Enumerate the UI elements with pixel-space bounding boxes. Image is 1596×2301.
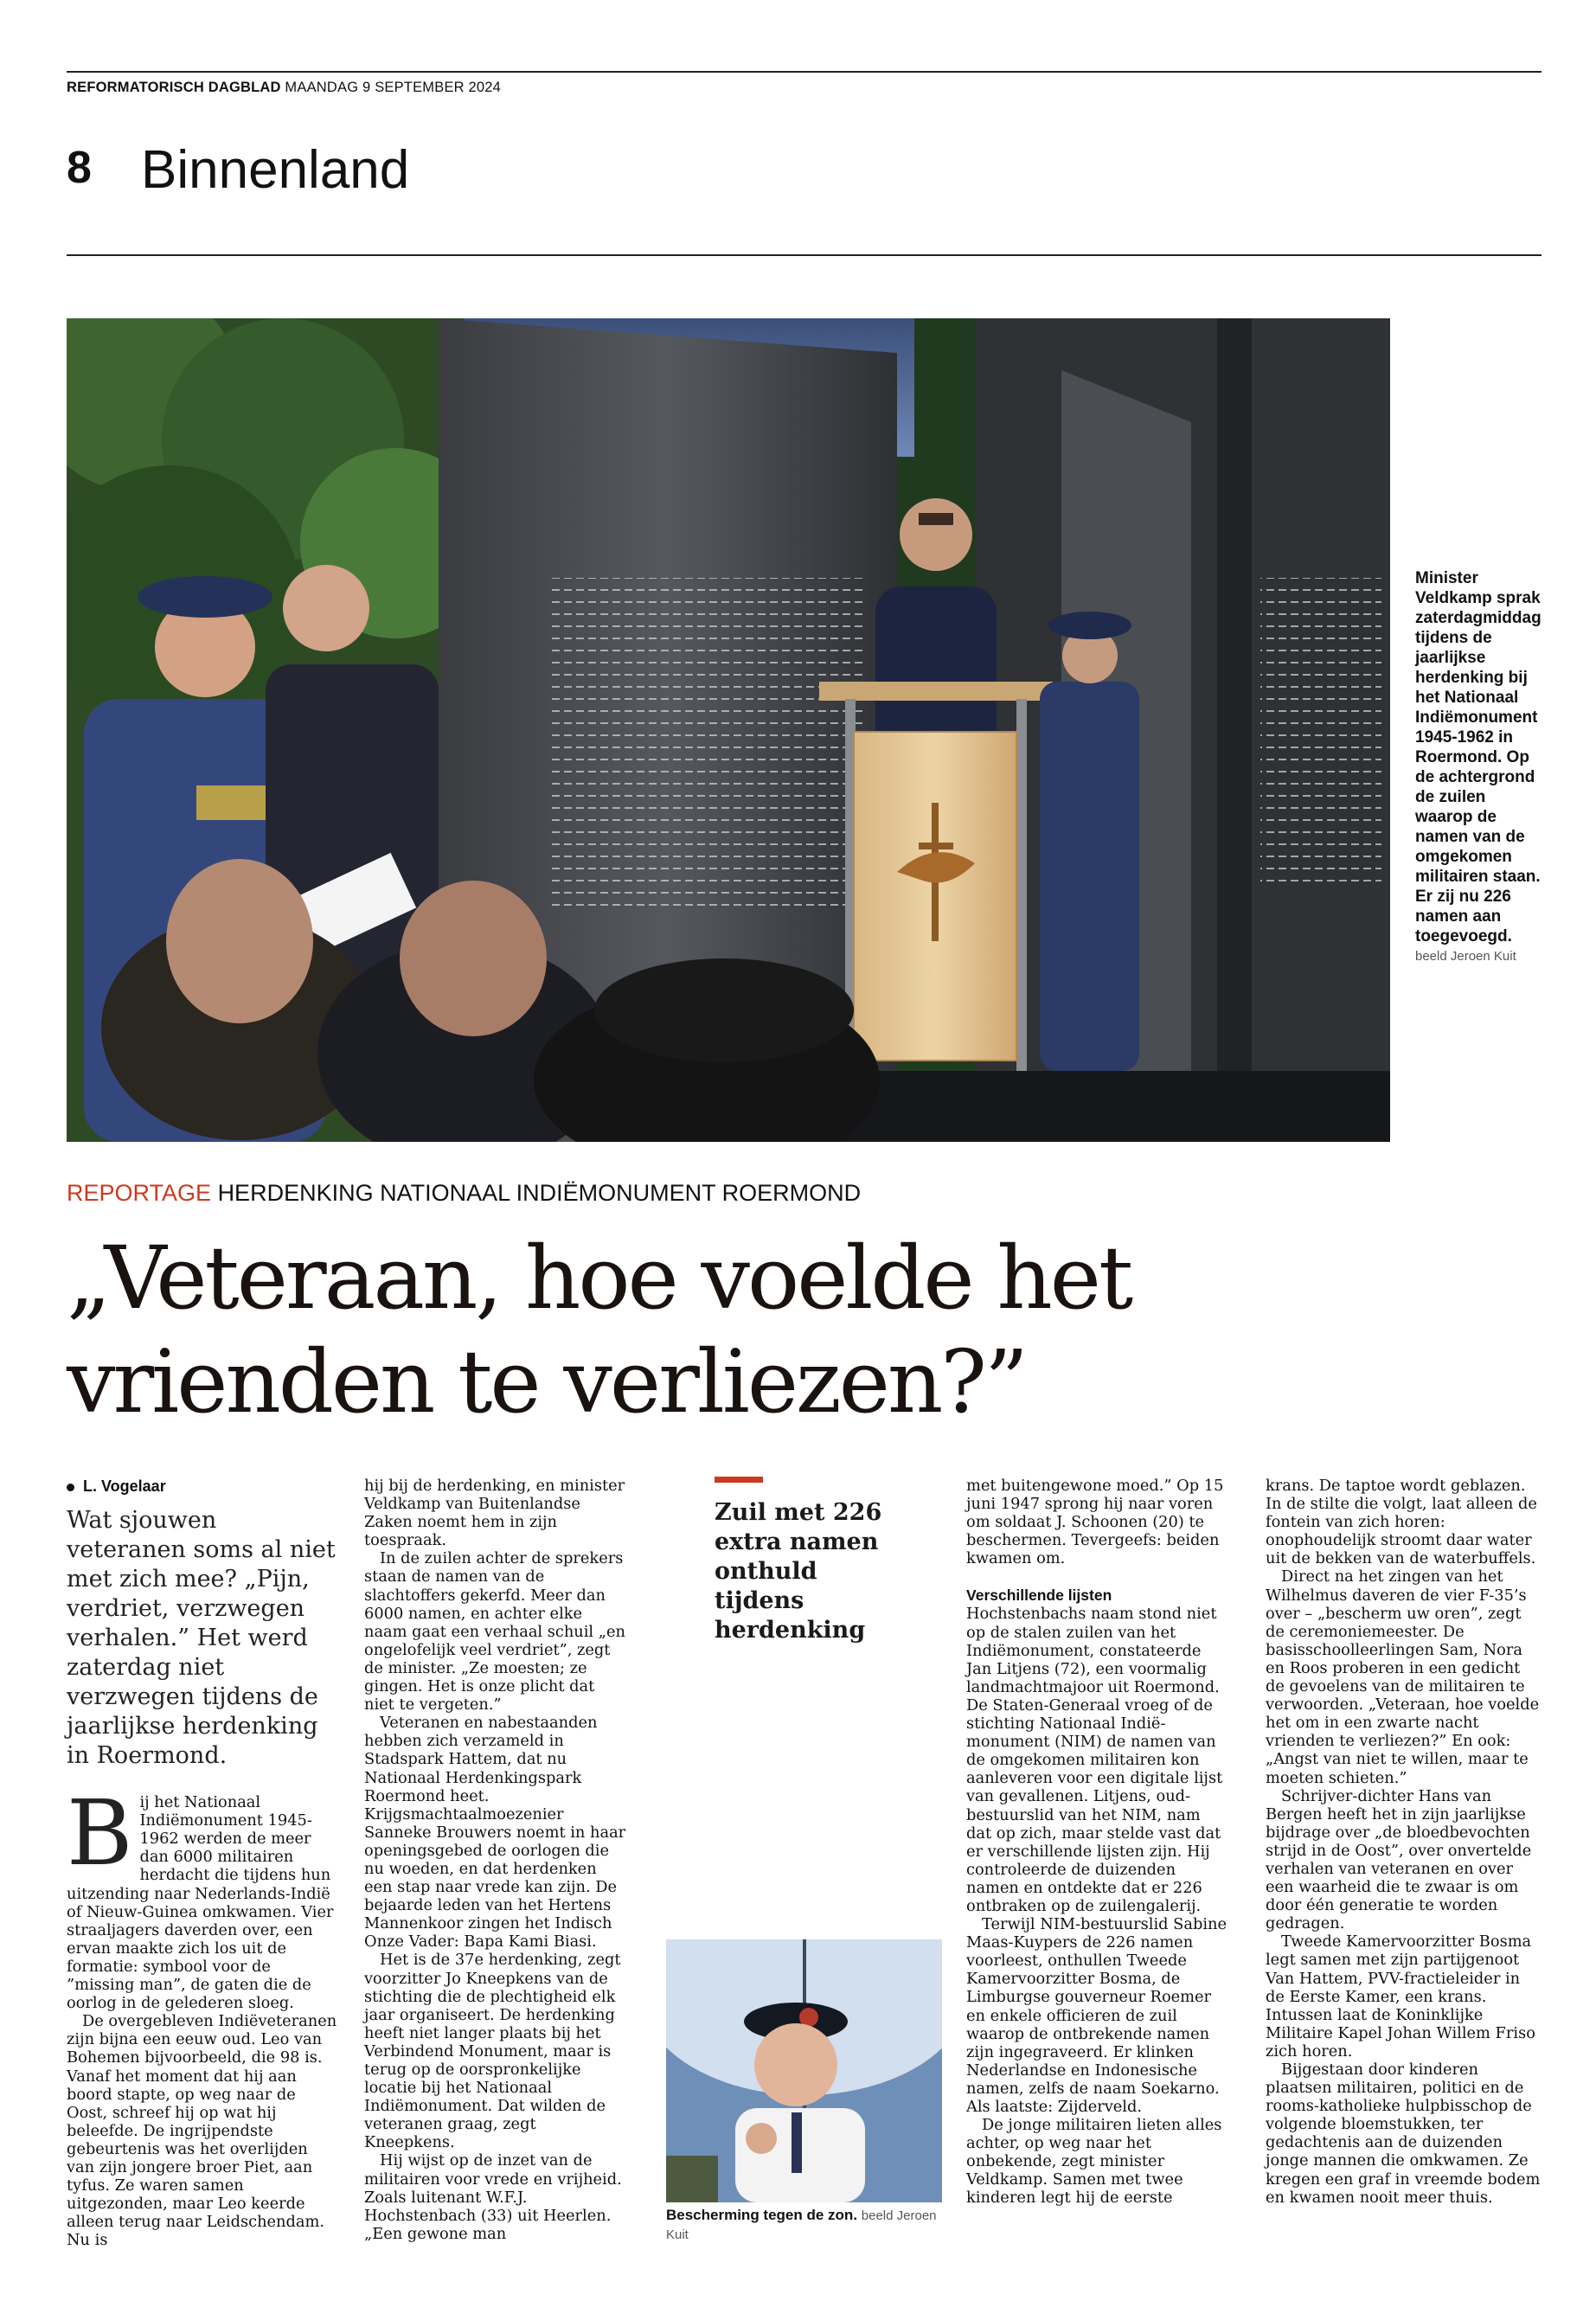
headline	[67, 1227, 1416, 1434]
byline	[67, 1477, 338, 1496]
intro: Wat sjouwen veteranen soms al niet met zich mee? „Pijn, verdriet, verzwegen verhalen.” Het werd zaterdag niet verzwegen tijdens de jaarlijkse herdenking in Roermond.	[67, 1507, 336, 1770]
paragraph	[67, 1780, 338, 2013]
pull-quote-bar	[715, 1477, 763, 1483]
headline-line-1: „Veteraan, hoe voelde het	[67, 1227, 1131, 1329]
issue-date: MAANDAG 9 SEPTEMBER 2024	[285, 80, 502, 95]
article-column-5	[1266, 1477, 1541, 2207]
article-column-4	[966, 1477, 1230, 2208]
paragraph: hij bij de herdenking, en minister Veldkamp van Buitenlandse Zaken noemt hem in zijn toespraak.	[364, 1477, 625, 1550]
paragraph: Schrijver-dichter Hans van Bergen heeft het in zijn jaarlijkse bijdrage over „de bloedbevochten strijd in de Oost”, over onvertelde verhalen van veteranen en over een waarheid die te zwaar is om door één generatie te worden gedragen.	[1266, 1786, 1532, 1933]
paragraph: Het is de 37e herdenking, zegt voorzitter Jo Kneepkens van de stichting die de plechtigheid elk jaar organiseert. De herdenking heeft niet langer plaats bij het Verbindend Monument, maar is terug op de oorspronkelijke locatie bij het Nationaal Indiëmonument. Dat wilden de veteranen graag, zegt Kneepkens.	[364, 1951, 621, 2152]
paragraph: Hochstenbachs naam stond niet op de stalen zuilen van het Indiëmonument, constateerde Jan Litjens (72), een voormalig landmachtmajoor uit Roermond. De Staten-Generaal vroeg of de stichting Nationaal Indië-monument (NIM) de namen van de omgekomen militairen kon aanleveren voor een digitale lijst van gevallenen. Litjens, oud-bestuurslid van het NIM, nam dat op zich, maar stelde vast dat er verschillende lijsten zijn. Hij controleerde de duizenden namen en ontdekte dat er 226 ontbraken op de zuilengalerij.	[966, 1605, 1223, 1915]
byline-author: L. Vogelaar	[83, 1477, 166, 1495]
top-rule	[67, 71, 1542, 73]
kicker	[67, 1180, 861, 1207]
paragraph: Bijgestaan door kinderen plaatsen militairen, politici en de rooms-katholieke hulpbisschop de volgende bloemstukken, ter gedachtenis aan de duizenden jonge mannen die omkwamen. Ze kregen een graf in vreemde bodem en kwamen nooit meer thuis.	[1266, 2061, 1541, 2207]
dropcap: B	[67, 1780, 133, 1887]
kicker-topic: HERDENKING NATIONAAL INDIËMONUMENT ROERMOND	[217, 1180, 862, 1206]
paragraph: met buitengewone moed.” Op 15 juni 1947 sprong hij naar voren om soldaat J. Schoonen (20) te beschermen. Tevergeefs: beiden kwamen om.	[966, 1477, 1224, 1568]
veteran-photo-credit: beeld Jeroen Kuit	[666, 2208, 937, 2242]
paragraph: Direct na het zingen van het Wilhelmus daveren de vier F-35’s over – „bescherm uw oren”, zegt de ceremoniemeester. De basisschoolleerlingen Sam, Nora en Roos proberen in een gedicht de gevoelens van de militairen te verwoorden. „Veteraan, hoe voelde het om in een zwarte nacht vrienden te verliezen?” En ook: „Angst van niet te willen, maar te moeten schieten.”	[1266, 1567, 1540, 1787]
paragraph: Tweede Kamervoorzitter Bosma legt samen met zijn partijgenoot Van Hattem, PVV-fractieleider in de Eerste Kamer, een krans. Intussen laat de Koninklijke Militaire Kapel Johan Willem Friso zich horen.	[1266, 1932, 1535, 2061]
veteran-photo-caption-text: Bescherming tegen de zon.	[666, 2207, 858, 2223]
veteran-photo-caption	[666, 2206, 947, 2244]
subheading: Verschillende lijsten	[966, 1586, 1112, 1605]
article-column-2	[364, 1477, 628, 2243]
kicker-label: REPORTAGE	[67, 1180, 212, 1206]
paragraph: Veteranen en nabestaanden hebben zich verzameld in Stadspark Hattem, dat nu Nationaal Herdenkingspark Roermond heet. Krijgsmachtaalmoezenier Sanneke Brouwers noemt in haar openingsgebed de oorlogen die nu woeden, en dat herdenken een stap naar vrede kan zijn. De bejaarde leden van het Hertens Mannenkoor zingen het Indisch Onze Vader: Bapa Kami Biasi.	[364, 1714, 626, 1952]
main-photo-caption	[1415, 568, 1545, 966]
paragraph: krans. De taptoe wordt geblazen. In de stilte die volgt, laat alleen de fontein van zich horen: onophoudelijk stroomt daar water uit de bekken van de waterbuffels.	[1266, 1477, 1537, 1568]
page-number: 8	[67, 143, 92, 193]
pull-quote	[715, 1477, 905, 1645]
headline-line-2: vrienden te verliezen?”	[67, 1331, 1027, 1433]
byline-dot-icon	[67, 1484, 74, 1491]
article-column-1	[67, 1477, 338, 2249]
paragraph: De jonge militairen lieten alles achter, op weg naar het onbekende, zegt minister Veldkamp. Samen met twee kinderen legt hij de eerste	[966, 2116, 1222, 2208]
paragraph: Hij wijst op de inzet van de militairen voor vrede en vrijheid. Zoals luitenant W.F.J. Hochstenbach (33) uit Heerlen. „Een gewone man	[364, 2151, 622, 2243]
paragraph: In de zuilen achter de sprekers staan de namen van de slachtoffers gekerfd. Meer dan 6000 namen, en achter elke naam gaat een verhaal schuil „en ongelofelijk veel verdriet”, zegt de minister. „Ze moesten; ze gingen. Het is onze plicht dat niet te vergeten.”	[364, 1549, 625, 1715]
main-photo	[67, 318, 1390, 1142]
paragraph-text: ij het Nationaal Indiëmonument 1945-1962 werden de meer dan 6000 militairen herdacht die tijdens hun uitzending naar Nederlands-Indië of Nieuw-Guinea omkwamen. Vier straaljagers daverden over, een ervan maakte zich los uit de formatie: symbool voor de ”missing man”, de gaten die de oorlog in de gelederen sloeg.	[67, 1793, 334, 2013]
pull-quote-text: Zuil met 226 extra namen onthuld tijdens herdenking	[715, 1499, 882, 1644]
paragraph: Terwijl NIM-bestuurslid Sabine Maas-Kuypers de 226 namen voorleest, onthullen Tweede Kamervoorzitter Bosma, de Limburgse gouverneur Roemer en enkele officieren de zuil waarop de ontbrekende namen zijn ingegraveerd. Er klinken Nederlandse en Indonesische namen, zelfs de naam Soekarno. Als laatste: Zijderveld.	[966, 1915, 1227, 2116]
veteran-photo	[666, 1939, 942, 2202]
paragraph: De overgebleven Indiëveteranen zijn bijna een eeuw oud. Leo van Bohemen bijvoorbeeld, die 98 is. Vanaf het moment dat hij aan boord stapte, op weg naar de Oost, schreef hij op wat hij beleefde. De ingrijpendste gebeurtenis was het overlijden van zijn jongere broer Piet, aan tyfus. Ze waren samen uitgezonden, maar Leo keerde alleen terug naar Leidschendam. Nu is	[67, 2012, 337, 2250]
masthead	[67, 80, 501, 96]
main-photo-caption-text: Minister Veldkamp sprak zaterdagmiddag tijdens de jaarlijkse herdenking bij het Nationaal Indiëmonument 1945-1962 in Roermond. Op de achtergrond de zuilen waarop de namen van de omgekomen militairen staan. Er zij nu 226 namen aan toegevoegd.	[1415, 569, 1542, 945]
main-photo-credit: beeld Jeroen Kuit	[1415, 949, 1516, 964]
section-rule	[67, 254, 1542, 256]
section-title: Binnenland	[141, 140, 410, 200]
newspaper-name: REFORMATORISCH DAGBLAD	[67, 80, 281, 95]
